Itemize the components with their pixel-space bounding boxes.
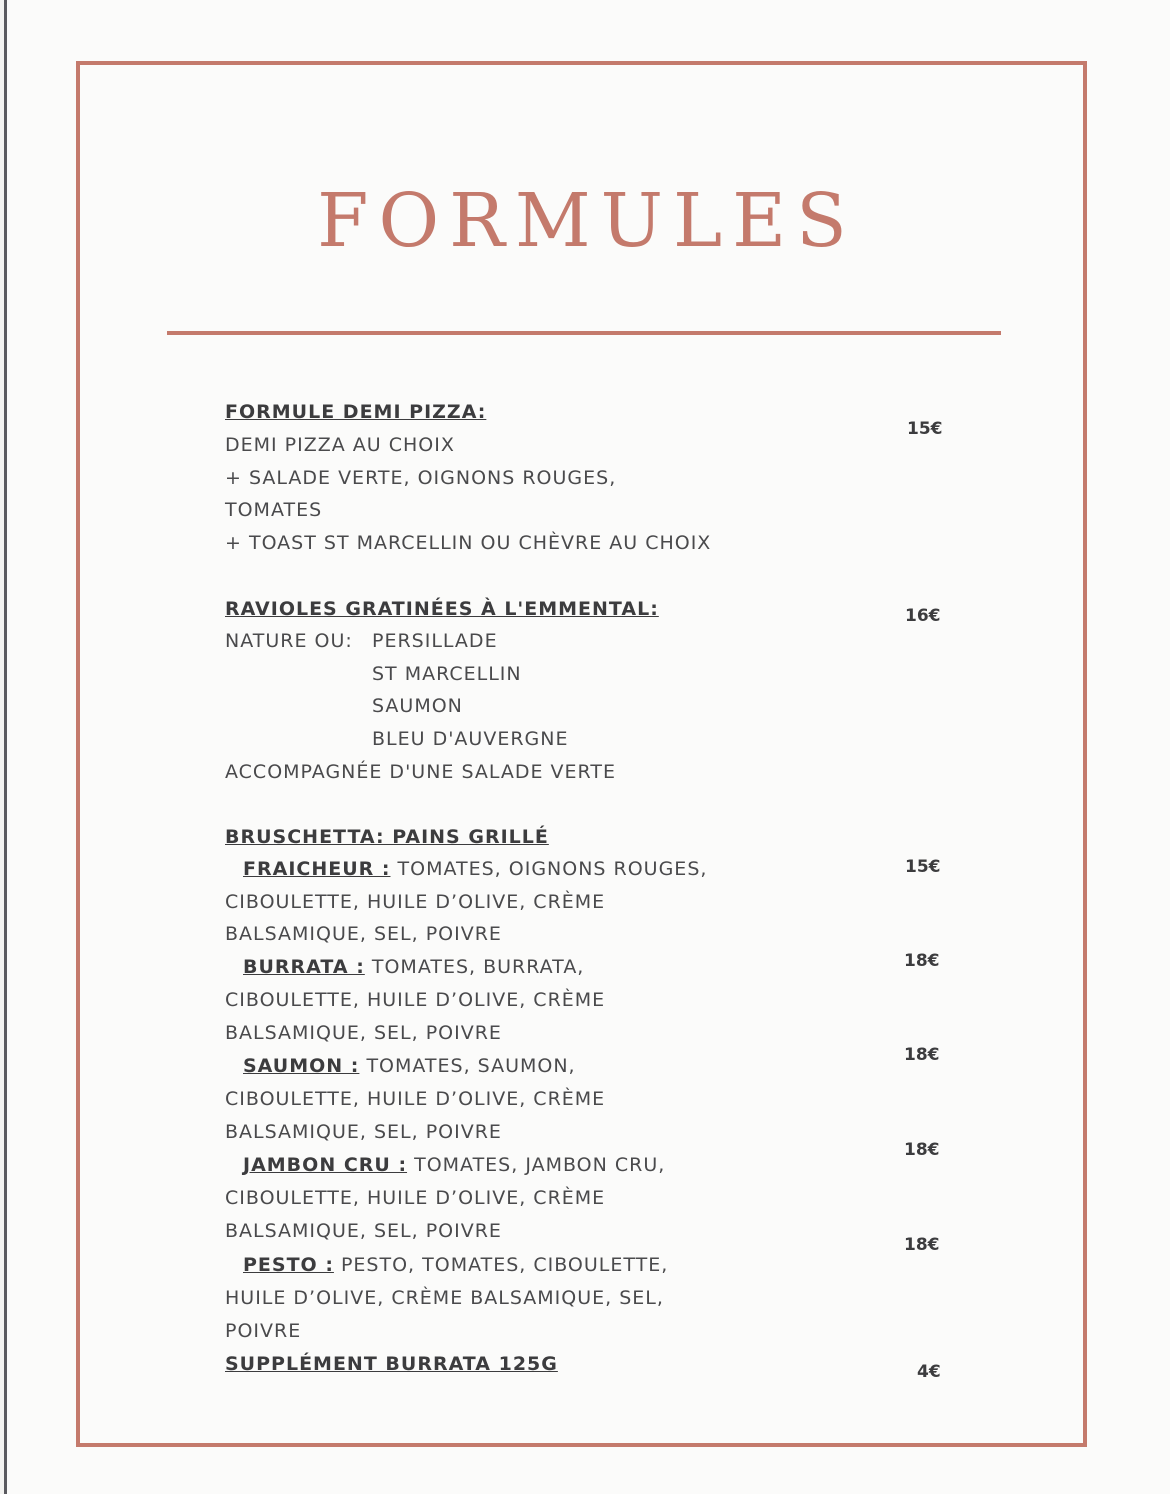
bruschetta-item-price: 18€ — [904, 1140, 940, 1160]
bruschetta-item-desc: BALSAMIQUE, SEL, POIVRE — [225, 1121, 502, 1143]
demi-pizza-heading: FORMULE DEMI PIZZA: — [225, 401, 487, 423]
bruschetta-item-desc: TOMATES, OIGNONS ROUGES, — [397, 858, 708, 880]
bruschetta-item-name: BURRATA : — [243, 956, 365, 978]
bruschetta-item-title — [225, 857, 707, 881]
bruschetta-item-desc: BALSAMIQUE, SEL, POIVRE — [225, 1220, 502, 1242]
ravioles-option: ST MARCELLIN — [372, 663, 522, 685]
bruschetta-item-name: FRAICHEUR : — [243, 858, 391, 880]
bruschetta-item-desc: CIBOULETTE, HUILE D’OLIVE, CRÈME — [225, 891, 606, 913]
demi-pizza-line: + SALADE VERTE, OIGNONS ROUGES, — [225, 467, 617, 489]
bruschetta-item-title — [225, 955, 584, 979]
bruschetta-item-title — [225, 1153, 665, 1177]
bruschetta-item-desc: HUILE D’OLIVE, CRÈME BALSAMIQUE, SEL, — [225, 1287, 664, 1309]
demi-pizza-line: + TOAST ST MARCELLIN OU CHÈVRE AU CHOIX — [225, 532, 712, 554]
ravioles-heading: RAVIOLES GRATINÉES À L'EMMENTAL: — [225, 598, 659, 620]
title-divider — [167, 331, 1001, 335]
bruschetta-item-title — [225, 1054, 576, 1078]
ravioles-footer: ACCOMPAGNÉE D'UNE SALADE VERTE — [225, 761, 616, 783]
menu-title: FORMULES — [317, 178, 857, 264]
bruschetta-item-name: PESTO : — [243, 1254, 334, 1276]
bruschetta-item-name: JAMBON CRU : — [243, 1154, 408, 1176]
bruschetta-item-desc: BALSAMIQUE, SEL, POIVRE — [225, 1022, 502, 1044]
supplement-label: SUPPLÉMENT BURRATA 125G — [225, 1353, 558, 1375]
ravioles-option: BLEU D'AUVERGNE — [372, 728, 569, 750]
bruschetta-item-desc: CIBOULETTE, HUILE D’OLIVE, CRÈME — [225, 989, 606, 1011]
bruschetta-item-desc: TOMATES, SAUMON, — [366, 1055, 576, 1077]
bruschetta-item-desc: CIBOULETTE, HUILE D’OLIVE, CRÈME — [225, 1088, 606, 1110]
ravioles-nature-label: NATURE OU: — [225, 630, 353, 652]
bruschetta-item-desc: TOMATES, BURRATA, — [371, 956, 585, 978]
supplement-price: 4€ — [917, 1362, 941, 1382]
ravioles-option: SAUMON — [372, 695, 463, 717]
bruschetta-item-price: 18€ — [904, 1235, 940, 1255]
bruschetta-item-desc: CIBOULETTE, HUILE D’OLIVE, CRÈME — [225, 1187, 606, 1209]
ravioles-price: 16€ — [905, 606, 941, 626]
bruschetta-item-desc: TOMATES, JAMBON CRU, — [414, 1154, 666, 1176]
bruschetta-item-price: 15€ — [905, 857, 941, 877]
demi-pizza-price: 15€ — [907, 419, 943, 439]
bruschetta-item-name: SAUMON : — [243, 1055, 360, 1077]
bruschetta-item-price: 18€ — [904, 1045, 940, 1065]
demi-pizza-line: DEMI PIZZA AU CHOIX — [225, 434, 455, 456]
bruschetta-item-price: 18€ — [904, 951, 940, 971]
menu-page — [4, 0, 1170, 1494]
bruschetta-item-desc: BALSAMIQUE, SEL, POIVRE — [225, 923, 502, 945]
bruschetta-heading: BRUSCHETTA: PAINS GRILLÉ — [225, 826, 549, 848]
bruschetta-item-desc: PESTO, TOMATES, CIBOULETTE, — [340, 1254, 669, 1276]
bruschetta-item-desc: POIVRE — [225, 1320, 302, 1342]
bruschetta-item-title — [225, 1253, 668, 1277]
ravioles-option: PERSILLADE — [372, 630, 498, 652]
demi-pizza-line: TOMATES — [225, 499, 323, 521]
